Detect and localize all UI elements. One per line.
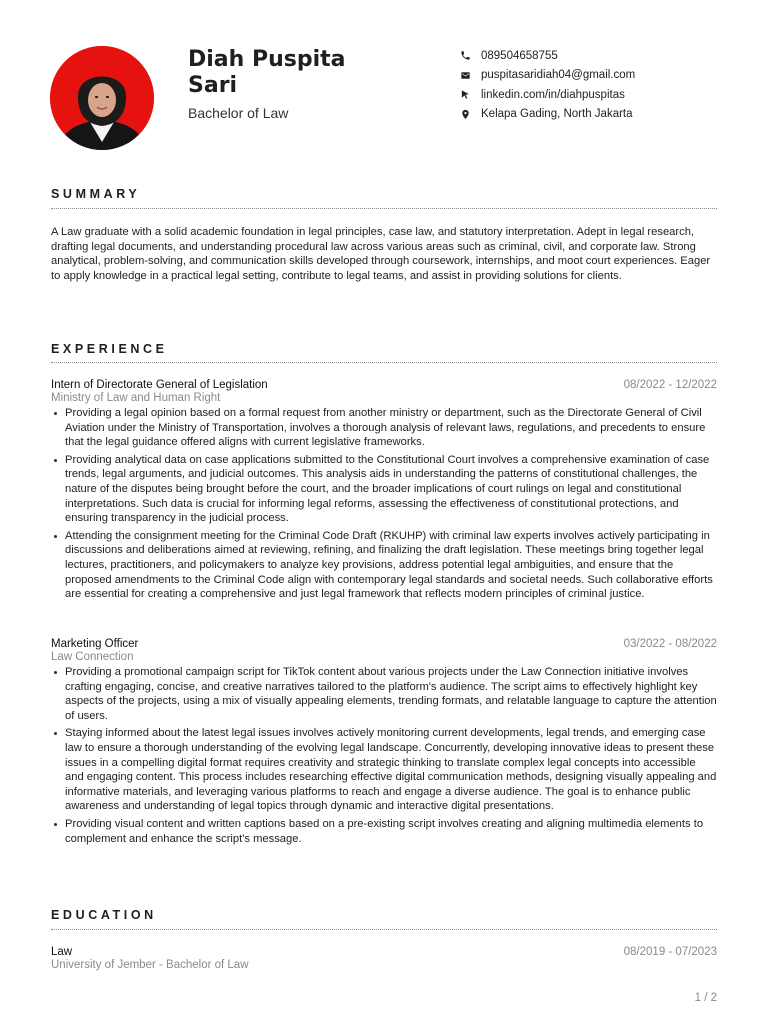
education-heading: EDUCATION [51, 908, 157, 922]
summary-heading: SUMMARY [51, 187, 141, 201]
job-date: 08/2022 - 12/2022 [623, 379, 717, 391]
education-item [51, 946, 717, 971]
education-divider [51, 929, 717, 930]
experience-item-header [51, 379, 717, 391]
job-bullet: Providing visual content and written captions based on a pre-existing script involves creating and aligning multimedia elements to complement and enhance the script's message. [51, 817, 717, 846]
job-bullet: Providing a promotional campaign script for TikTok content about various projects under the Law Connection initiative involves crafting engaging, concise, and creative narratives tailored to the platform's audience. The script aims to effectively highlight key aspects of the projects, using a mix of visually appealing elements, trending formats, and relatable language to capture the attention of users. [51, 665, 717, 723]
contact-list [459, 46, 635, 124]
contact-phone-text: 089504658755 [481, 49, 558, 62]
job-bullet: Staying informed about the latest legal issues involves actively monitoring current developments, legal trends, and emerging case law to ensure a thorough understanding of the evolving legal landscape. Concurrently, developing innovative ideas to present these issues in a compelling digital format requires creativity and strategic thinking to translate complex legal concepts into accessible and engaging content. This process includes researching effective digital communication methods, designing visually appealing and informative materials, and leveraging various platforms to reach and engage a diverse audience. The goal is to enhance public awareness and understanding of legal topics through dynamic and interactive digital presentations. [51, 726, 717, 814]
job-organization: Law Connection [51, 651, 134, 663]
contact-linkedin [459, 85, 635, 105]
education-title: Law [51, 946, 73, 958]
contact-email-text: puspitasaridiah04@gmail.com [481, 69, 636, 82]
experience-heading: EXPERIENCE [51, 342, 168, 356]
job-bullet: Providing a legal opinion based on a formal request from another ministry or department, such as the Directorate General of Civil Aviation under the Ministry of Transportation, involves a thorough analysis of relevant laws, regulations, and precedents to ensure that the legal guidance offered aligns with current legislative frameworks. [51, 406, 717, 450]
summary-divider [51, 208, 717, 209]
phone-icon [459, 50, 471, 62]
candidate-degree: Bachelor of Law [188, 105, 289, 121]
education-date: 08/2019 - 07/2023 [623, 946, 717, 958]
candidate-name: Diah Puspita Sari [188, 47, 346, 98]
education-institution: University of Jember - Bachelor of Law [51, 959, 249, 971]
experience-item [51, 379, 717, 605]
job-organization: Ministry of Law and Human Right [51, 392, 221, 404]
job-title: Intern of Directorate General of Legislation [51, 379, 268, 391]
experience-item [51, 638, 717, 849]
mail-icon [459, 69, 471, 81]
job-bullet-list [51, 406, 717, 602]
profile-photo [50, 46, 154, 150]
contact-location-text: Kelapa Gading, North Jakarta [481, 108, 633, 121]
contact-location [459, 105, 635, 125]
name-block [188, 47, 388, 121]
location-pin-icon [459, 108, 471, 120]
summary-text: A Law graduate with a solid academic foundation in legal principles, case law, and statutory interpretation. Adept in legal research, drafting legal documents, and understanding procedural law across various areas such as criminal, civil, and corporate law. Strong analytical, problem-solving, and communication skills developed through coursework, internships, and moot court experiences. Eager to apply knowledge in a practical legal setting, contribute to legal teams, and assist in providing solutions for clients. [51, 226, 711, 282]
contact-email [459, 66, 635, 86]
cursor-icon [459, 89, 471, 101]
education-item-header [51, 946, 717, 958]
job-title: Marketing Officer [51, 638, 139, 650]
page-number: 1 / 2 [694, 992, 717, 1004]
experience-item-header [51, 638, 717, 650]
job-bullet-list [51, 665, 717, 846]
contact-linkedin-text: linkedin.com/in/diahpuspitas [481, 88, 625, 101]
experience-divider [51, 362, 717, 363]
job-bullet: Attending the consignment meeting for the Criminal Code Draft (RKUHP) with criminal law experts involves actively participating in discussions and deliberations aimed at reviewing, refining, and finalizing the draft legislation. These meetings bring together legal lectures, practitioners, and policymakers to analyze key provisions, address potential legal ambiguities, and ensure that the proposed amendments to the Criminal Code align with contemporary legal standards and societal needs. Such collaborative efforts are essential for creating a comprehensive and just legal framework that reflects modern principles of criminal justice. [51, 529, 717, 602]
profile-photo-illustration [50, 46, 154, 150]
job-bullet: Providing analytical data on case applications submitted to the Constitutional Court involves a comprehensive examination of case trends, legal arguments, and judicial outcomes. This analysis aids in understanding the patterns of constitutional challenges, the nature of the disputes being brought before the court, and the broader implications of court rulings on legal and constitutional interpretations. Such data is crucial for informing legal reforms, assessing the effectiveness of constitutional protections, and ensuring transparency in the judicial process. [51, 453, 717, 526]
contact-phone [459, 46, 635, 66]
job-date: 03/2022 - 08/2022 [623, 638, 717, 650]
